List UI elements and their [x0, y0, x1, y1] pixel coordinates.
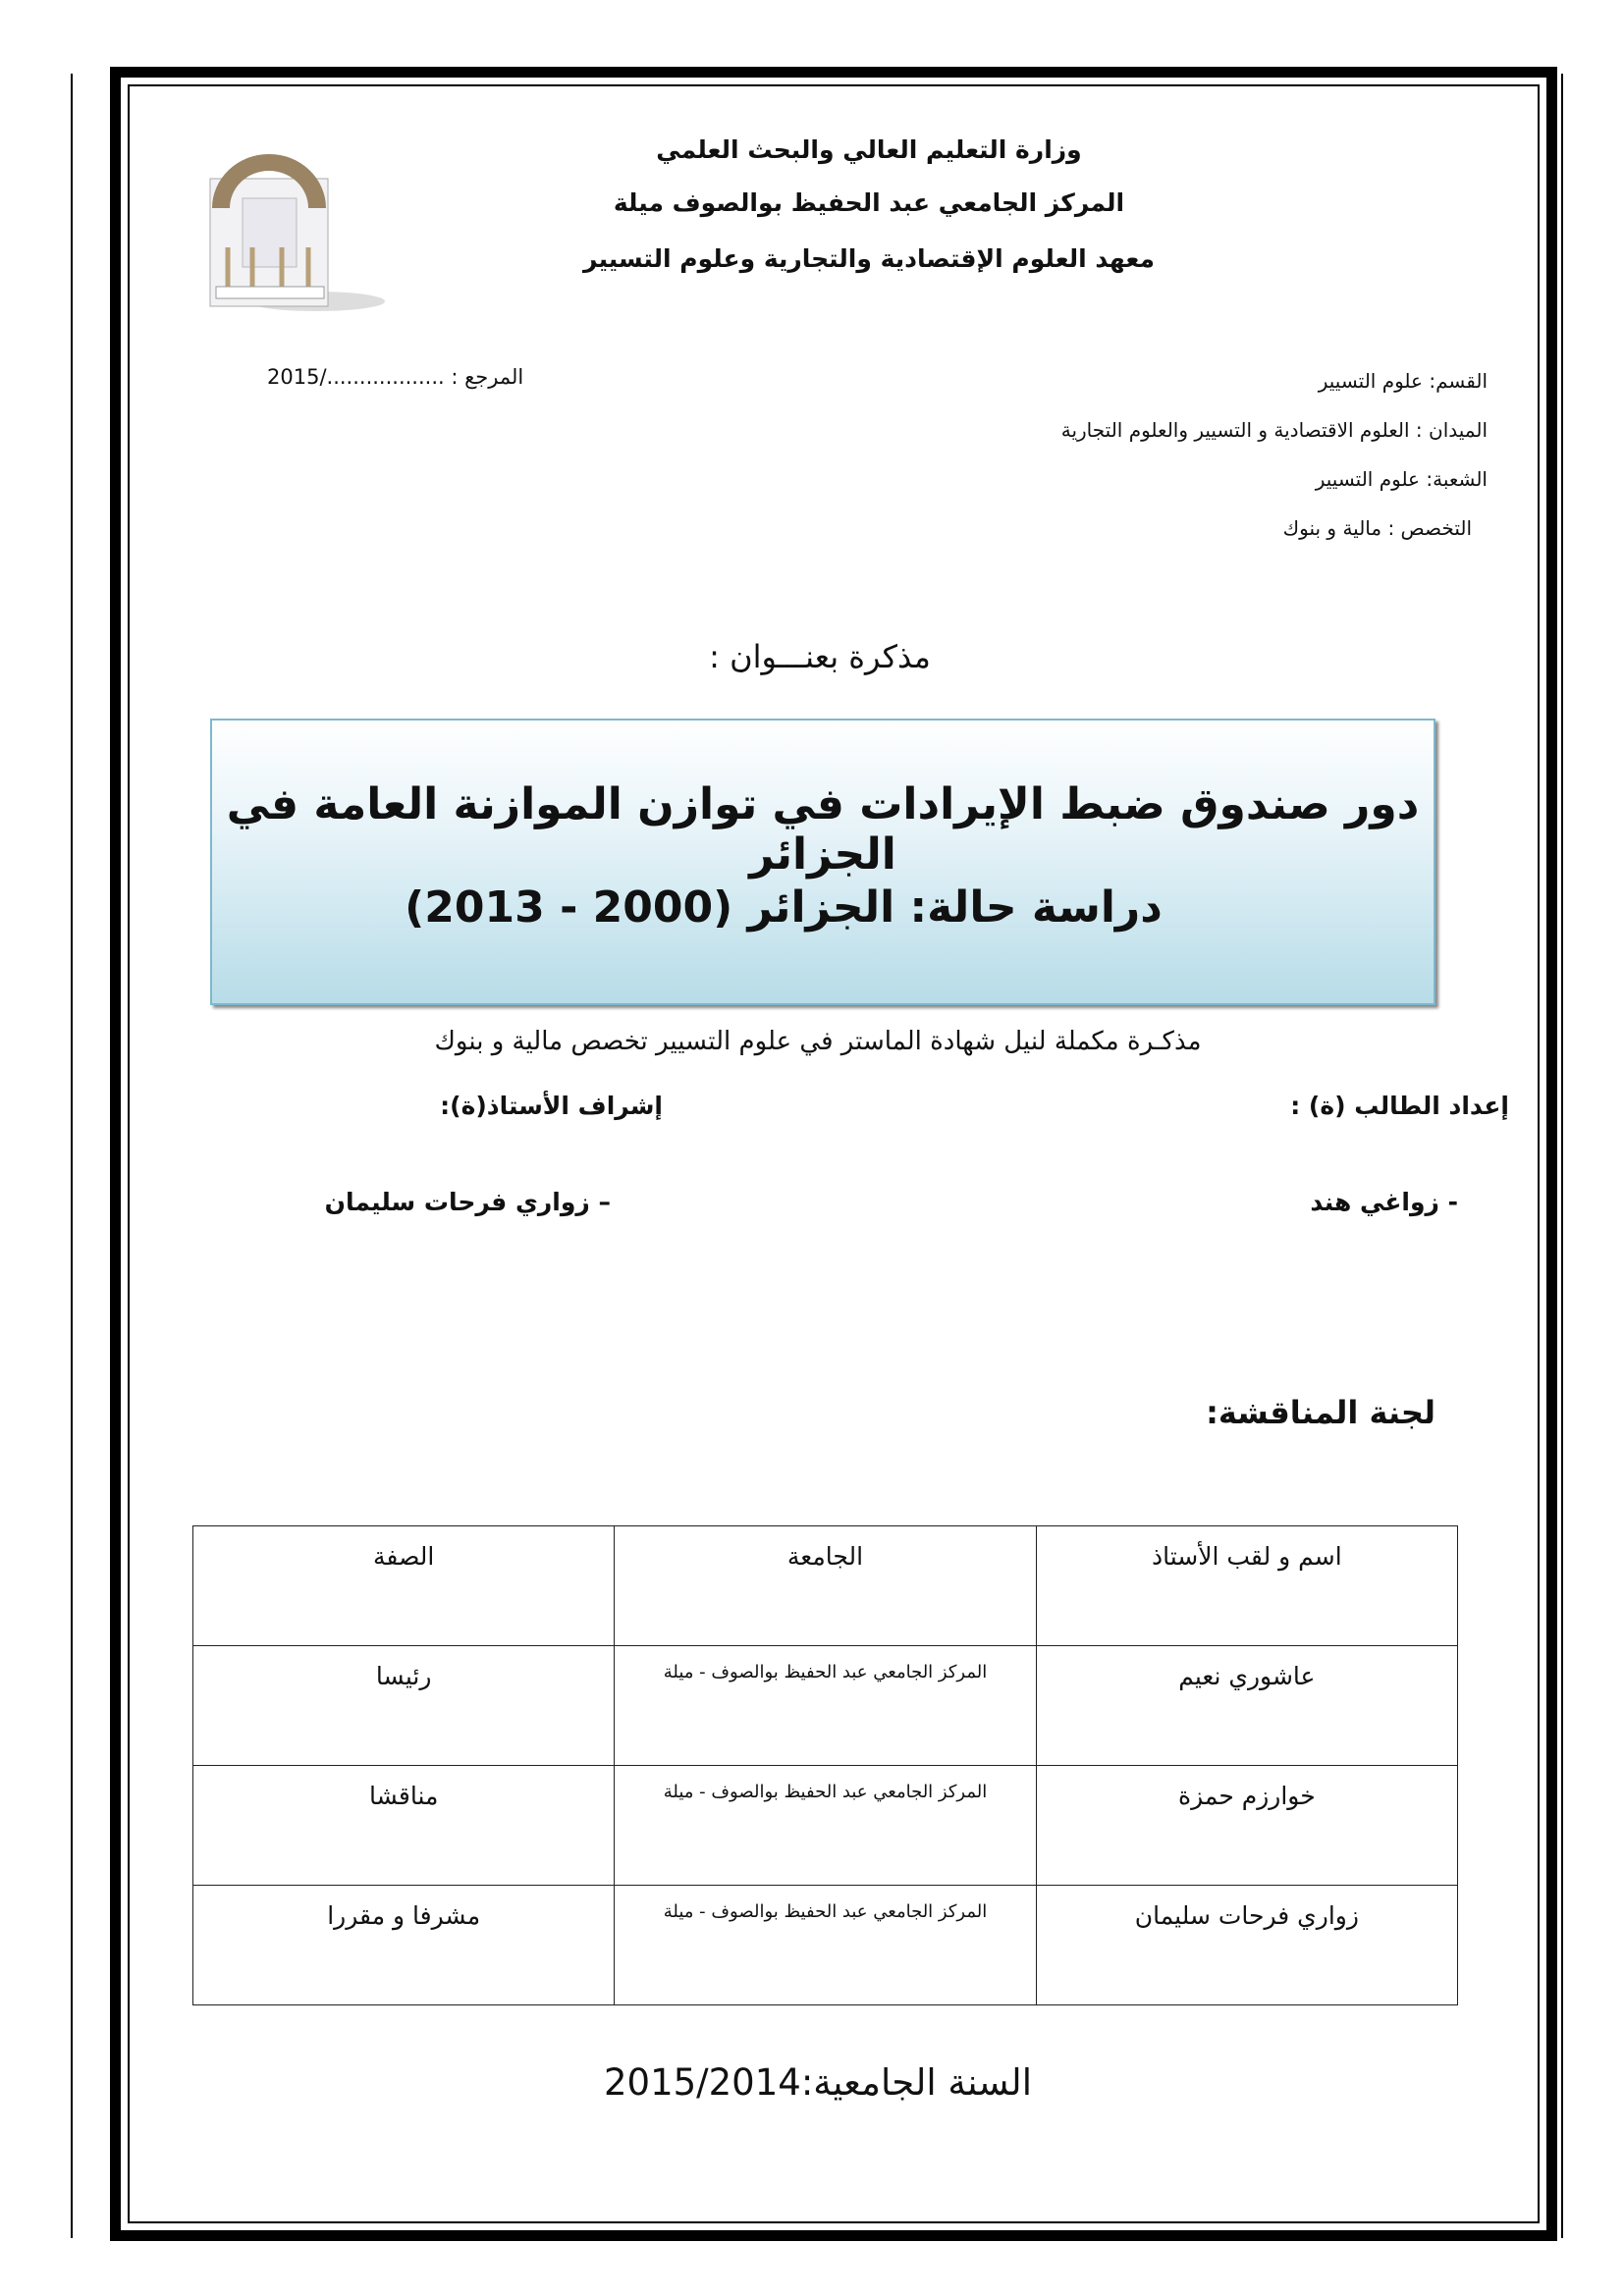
jury-member-role: مناقشا — [193, 1766, 615, 1886]
jury-heading: لجنة المناقشة: — [1206, 1394, 1435, 1431]
table-row — [193, 1766, 1458, 1886]
branch: الشعبة: علوم التسيير — [1315, 467, 1488, 491]
supervisor-label: إشراف الأستاذ(ة): — [440, 1092, 663, 1120]
frame-line-right — [1561, 74, 1563, 2238]
department: القسم: علوم التسيير — [1318, 369, 1488, 393]
jury-member-name: عاشوري نعيم — [1036, 1646, 1457, 1766]
memo-heading: مذكرة بعنـــوان : — [709, 638, 931, 675]
jury-member-role: مشرفا و مقررا — [193, 1886, 615, 2005]
student-name: - زواغي هند — [1310, 1188, 1458, 1216]
title-box — [210, 719, 1435, 1005]
title-line-1: دور صندوق ضبط الإيرادات في توازن الموازنة العامة في الجزائر — [226, 779, 1420, 880]
specialty: التخصص : مالية و بنوك — [1282, 516, 1472, 540]
column-header: الصفة — [193, 1526, 615, 1646]
table-row — [193, 1646, 1458, 1766]
jury-member-role: رئيسا — [193, 1646, 615, 1766]
table-row — [193, 1886, 1458, 2005]
reference: المرجع : ................../2015 — [267, 365, 524, 389]
table-header-row — [193, 1526, 1458, 1646]
jury-member-university: المركز الجامعي عبد الحفيظ بوالصوف - ميلة — [615, 1886, 1036, 2005]
jury-member-name: خوارزم حمزة — [1036, 1766, 1457, 1886]
center-name: المركز الجامعي عبد الحفيظ بوالصوف ميلة — [613, 188, 1125, 217]
university-logo — [198, 139, 391, 316]
jury-member-university: المركز الجامعي عبد الحفيظ بوالصوف - ميلة — [615, 1766, 1036, 1886]
jury-member-university: المركز الجامعي عبد الحفيظ بوالصوف - ميلة — [615, 1646, 1036, 1766]
academic-year: السنة الجامعية:2015/2014 — [604, 2061, 1032, 2104]
frame-line-left — [71, 74, 73, 2238]
ministry-name: وزارة التعليم العالي والبحث العلمي — [656, 135, 1082, 164]
supervisor-name: – زواري فرحات سليمان — [324, 1188, 611, 1216]
column-header: اسم و لقب الأستاذ — [1036, 1526, 1457, 1646]
jury-table — [192, 1525, 1458, 2005]
subtitle: مذكـرة مكملة لنيل شهادة الماستر في علوم التسيير تخصص مالية و بنوك — [434, 1027, 1202, 1056]
jury-member-name: زواري فرحات سليمان — [1036, 1886, 1457, 2005]
title-line-2: دراسة حالة: الجزائر (2000 - 2013) — [405, 882, 1163, 933]
field: الميدان : العلوم الاقتصادية و التسيير والعلوم التجارية — [1060, 418, 1488, 442]
institute-name: معهد العلوم الإقتصادية والتجارية وعلوم التسيير — [583, 244, 1155, 273]
student-label: إعداد الطالب (ة) : — [1290, 1092, 1509, 1120]
column-header: الجامعة — [615, 1526, 1036, 1646]
